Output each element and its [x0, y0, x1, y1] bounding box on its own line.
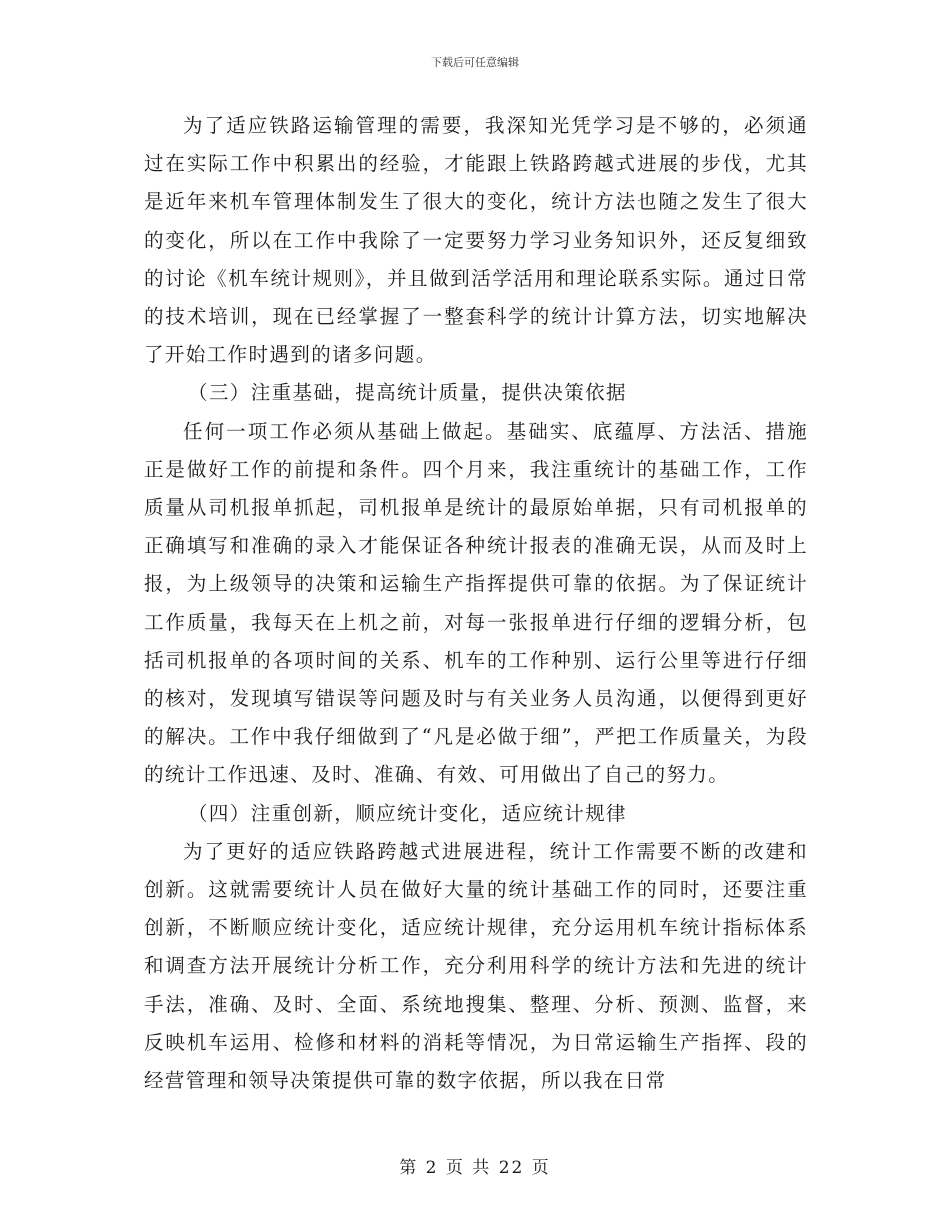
paragraph-3: 为了更好的适应铁路跨越式进展进程，统计工作需要不断的改建和创新。这就需要统计人员在做好大量的统计基础工作的同时，还要注重创新，不断顺应统计变化，适应统计规律，充分运用机车统计指标体系和调查方法开展统计分析工作，充分利用科学的统计方法和先进的统计手法，准确、及时、全面、系统地搜集、整理、分析、预测、监督，来反映机车运用、检修和材料的消耗等情况，为日常运输生产指挥、段的经营管理和领导决策提供可靠的数字依据，所以我在日常: [144, 839, 808, 1093]
section-heading-4: （四）注重创新，顺应统计变化，适应统计规律: [188, 801, 627, 825]
document-body: [144, 107, 808, 1100]
page-header: 下载后可任意编辑: [431, 56, 519, 69]
page-footer: 第 2 页 共 22 页: [399, 1158, 551, 1178]
paragraph-1: 为了适应铁路运输管理的需要，我深知光凭学习是不够的，必须通过在实际工作中积累出的经验，才能跟上铁路跨越式进展的步伐，尤其是近年来机车管理体制发生了很大的变化，统计方法也随之发生了很大的变化，所以在工作中我除了一定要努力学习业务知识外，还反复细致的讨论《机车统计规则》，并且做到活学活用和理论联系实际。通过日常的技术培训，现在已经掌握了一整套科学的统计计算方法，切实地解决了开始工作时遇到的诸多问题。: [144, 114, 808, 367]
paragraph-2: 任何一项工作必须从基础上做起。基础实、底蕴厚、方法活、措施正是做好工作的前提和条件。四个月来，我注重统计的基础工作，工作质量从司机报单抓起，司机报单是统计的最原始单据，只有司机报单的正确填写和准确的录入才能保证各种统计报表的准确无误，从而及时上报，为上级领导的决策和运输生产指挥提供可靠的依据。为了保证统计工作质量，我每天在上机之前，对每一张报单进行仔细的逻辑分析，包括司机报单的各项时间的关系、机车的工作种别、运行公里等进行仔细的核对，发现填写错误等问题及时与有关业务人员沟通，以便得到更好的解决。工作中我仔细做到了“凡是必做于细”，严把工作质量关，为段的统计工作迅速、及时、准确、有效、可用做出了自己的努力。: [144, 419, 808, 787]
section-heading-3: （三）注重基础，提高统计质量，提供决策依据: [188, 381, 627, 405]
